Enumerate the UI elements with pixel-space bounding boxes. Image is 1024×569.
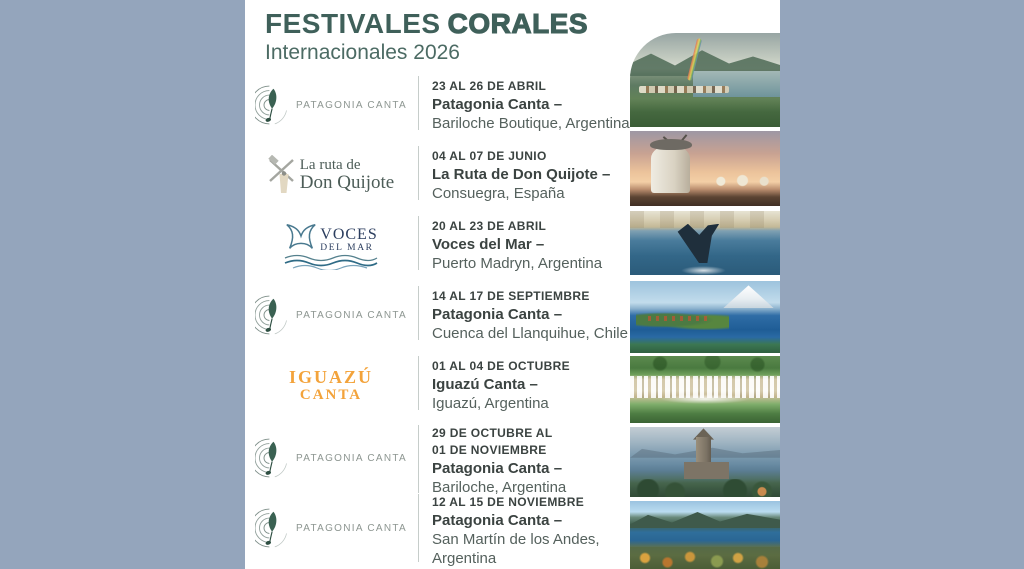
logo-cell: [245, 142, 417, 208]
festival-info: [432, 494, 600, 568]
festival-dates: 04 AL 07 DE JUNIO: [432, 149, 547, 163]
festival-location: Cuenca del Llanquihue, Chile: [432, 325, 628, 342]
waves-icon: [283, 254, 379, 270]
festival-location: Puerto Madryn, Argentina: [432, 255, 603, 272]
music-note-swirl-icon: [255, 436, 291, 480]
festival-dates: 14 AL 17 DE SEPTIEMBRE: [432, 289, 590, 303]
festival-name: Patagonia Canta –: [432, 96, 563, 113]
logo-cell: [245, 421, 417, 495]
divider: [418, 216, 419, 270]
festival-info: [432, 358, 570, 413]
festival-dates: 01 AL 04 DE OCTUBRE: [432, 359, 571, 373]
photo-consuegra-windmills: [630, 131, 780, 206]
poster-card: [245, 0, 780, 569]
patagonia-canta-logo: [255, 293, 407, 337]
divider: [418, 425, 419, 493]
logo-line-2: CANTA: [299, 387, 363, 403]
page-title: [265, 8, 588, 40]
photo-bariloche-rainbow: [630, 33, 780, 127]
festival-row-6: [245, 421, 630, 495]
page-subtitle: Internacionales 2026: [265, 41, 460, 64]
festival-location: Bariloche Boutique, Argentina: [432, 115, 630, 132]
festival-name: La Ruta de Don Quijote –: [432, 166, 611, 183]
title-accent: CORALES: [447, 8, 589, 39]
festival-info: [432, 425, 566, 497]
festival-row-4: [245, 282, 630, 348]
festival-dates-line-2: 01 DE NOVIEMBRE: [432, 443, 547, 457]
music-note-swirl-icon: [255, 506, 291, 550]
logo-line-2: Don Quijote: [299, 172, 395, 193]
title-main: FESTIVALES: [265, 8, 441, 39]
patagonia-canta-logo: [255, 436, 407, 480]
photo-san-martin-de-los-andes: [630, 501, 780, 569]
divider: [418, 76, 419, 130]
don-quijote-logo-text: [300, 158, 394, 192]
festival-name: Patagonia Canta –: [432, 512, 563, 529]
logo-cell: [245, 72, 417, 138]
festival-row-2: [245, 142, 630, 208]
festival-info: [432, 218, 602, 273]
festival-name: Patagonia Canta –: [432, 306, 563, 323]
photo-llanquihue-volcano: [630, 281, 780, 353]
music-note-swirl-icon: [255, 293, 291, 337]
festival-location-line-1: San Martín de los Andes,: [432, 531, 600, 548]
festival-row-7: [245, 490, 630, 566]
logo-line-2: DEL MAR: [320, 242, 374, 253]
photo-whale-tail-puerto-madryn: [630, 211, 780, 275]
divider: [418, 286, 419, 340]
patagonia-canta-logo-text: PATAGONIA CANTA: [296, 99, 407, 111]
logo-line-1: La ruta de: [299, 157, 361, 173]
patagonia-canta-logo-text: PATAGONIA CANTA: [296, 522, 407, 534]
photo-bariloche-cathedral: [630, 427, 780, 497]
festival-location-line-2: Argentina: [432, 550, 497, 567]
festival-info: [432, 148, 610, 203]
logo-cell: [245, 490, 417, 566]
patagonia-canta-logo-text: PATAGONIA CANTA: [296, 309, 407, 321]
voces-del-mar-logo: [283, 221, 379, 270]
festival-dates: 12 AL 15 DE NOVIEMBRE: [432, 495, 585, 509]
logo-cell: [245, 352, 417, 418]
festival-row-5: [245, 352, 630, 418]
festival-location: Consuegra, España: [432, 185, 565, 202]
voces-del-mar-logo-text: [320, 227, 377, 254]
patagonia-canta-logo-text: PATAGONIA CANTA: [296, 452, 407, 464]
festival-row-1: [245, 72, 630, 138]
logo-cell: [245, 212, 417, 278]
festival-name: Patagonia Canta –: [432, 460, 563, 477]
logo-line-1: IGUAZÚ: [288, 367, 373, 387]
festival-info: [432, 78, 630, 133]
logo-cell: [245, 282, 417, 348]
poster-header: [265, 8, 588, 65]
windmill-icon: [268, 155, 296, 195]
festival-info: [432, 288, 628, 343]
festival-dates: 20 AL 23 DE ABRIL: [432, 219, 547, 233]
festival-location: Iguazú, Argentina: [432, 395, 549, 412]
divider: [418, 356, 419, 410]
photo-iguazu-falls: [630, 356, 780, 423]
iguazu-canta-logo: [289, 367, 373, 403]
logo-line-1: VOCES: [320, 225, 378, 243]
whale-tail-icon: [284, 221, 318, 253]
patagonia-canta-logo: [255, 506, 407, 550]
festival-name: Voces del Mar –: [432, 236, 545, 253]
festival-name: Iguazú Canta –: [432, 376, 538, 393]
festival-location: Bariloche, Argentina: [432, 479, 567, 496]
festival-dates-line-1: 29 DE OCTUBRE AL: [432, 426, 553, 440]
music-note-swirl-icon: [255, 83, 291, 127]
festival-dates: 23 AL 26 DE ABRIL: [432, 79, 547, 93]
patagonia-canta-logo: [255, 83, 407, 127]
divider: [418, 146, 419, 200]
divider: [418, 494, 419, 562]
don-quijote-logo: [268, 155, 394, 195]
festival-row-3: [245, 212, 630, 278]
